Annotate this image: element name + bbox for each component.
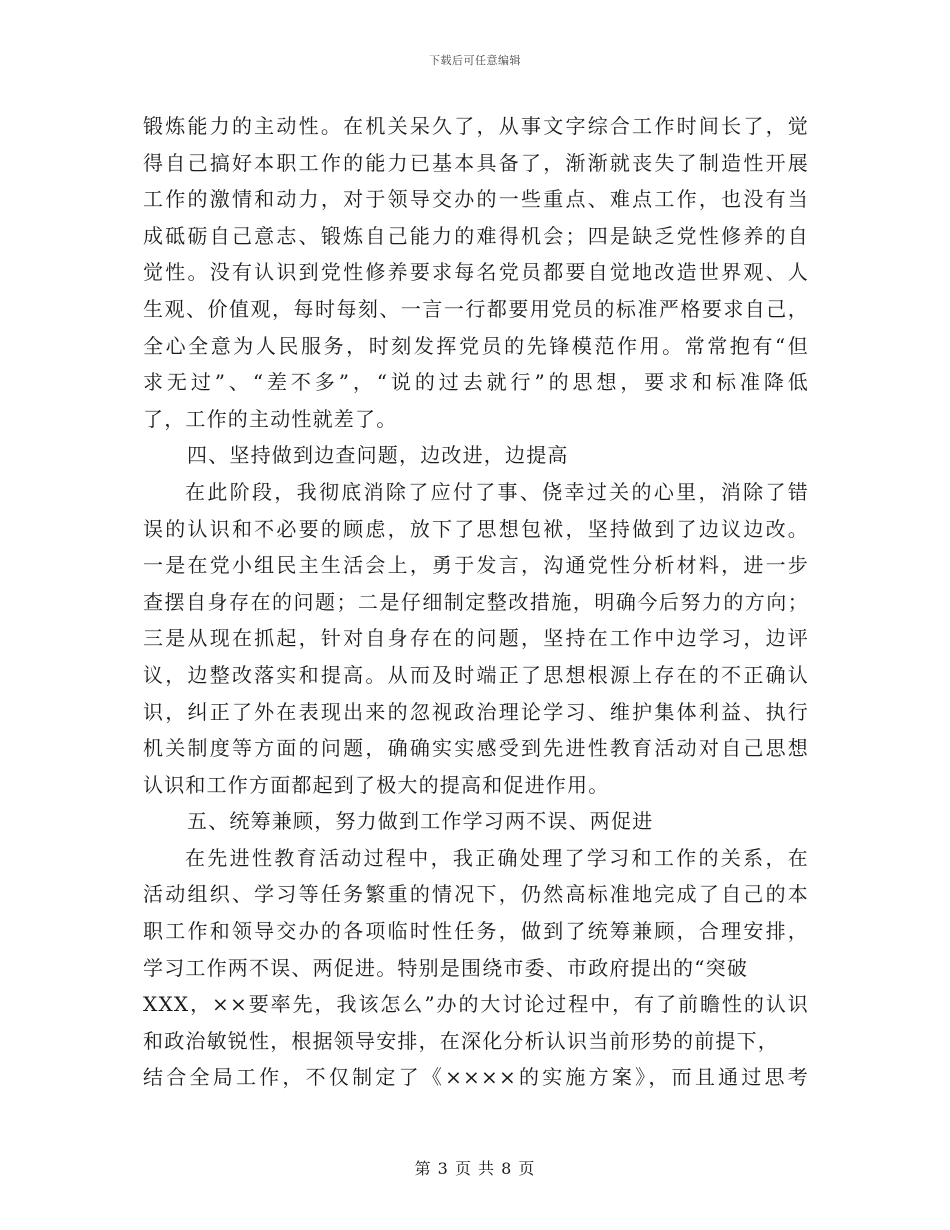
text-line: 觉性。没有认识到党性修养要求每名党员都要自觉地改造世界观、人	[143, 260, 809, 285]
text-line: 全心全意为人民服务，时刻发挥党员的先锋模范作用。常常抱有“但	[143, 333, 809, 358]
page-number: 第 3 页 共 8 页	[414, 1159, 536, 1178]
text-line: 锻炼能力的主动性。在机关呆久了，从事文字综合工作时间长了，觉	[143, 114, 809, 138]
section-heading-four: 四、坚持做到边查问题，边改进，边提高	[187, 443, 569, 468]
text-line: 议，边整改落实和提高。从而及时端正了思想根源上存在的不正确认	[143, 662, 809, 687]
text-line: 在此阶段，我彻底消除了应付了事、侥幸过关的心里，消除了错	[185, 479, 809, 504]
text-line: 查摆自身存在的问题；二是仔细制定整改措施，明确今后努力的方向；	[143, 589, 809, 614]
text-line: 成砥砺自己意志、锻炼自己能力的难得机会；四是缺乏党性修养的自	[143, 223, 809, 248]
document-body	[143, 108, 809, 1096]
text-line: 三是从现在抓起，针对自身存在的问题，坚持在工作中边学习，边评	[143, 626, 809, 651]
section-heading-five: 五、统筹兼顾，努力做到工作学习两不误、两促进	[187, 809, 654, 834]
text-line: 认识和工作方面都起到了极大的提高和促进作用。	[143, 772, 610, 797]
text-line: 职工作和领导交办的各项临时性任务，做到了统筹兼顾，合理安排，	[143, 919, 809, 944]
text-line: 误的认识和不必要的顾虑，放下了思想包袱，坚持做到了边议边改。	[143, 516, 809, 541]
text-line: 得自己搞好本职工作的能力已基本具备了，渐渐就丧失了制造性开展	[143, 150, 809, 175]
text-line: 工作的激情和动力，对于领导交办的一些重点、难点工作，也没有当	[143, 187, 809, 212]
text-line: 在先进性教育活动过程中，我正确处理了学习和工作的关系，在	[185, 845, 809, 870]
text-line: 求无过”、“差不多”，“说的过去就行”的思想，要求和标准降低	[143, 370, 809, 395]
page-header-note: 下载后可任意编辑	[429, 54, 521, 67]
text-line: 学习工作两不误、两促进。特别是围绕市委、市政府提出的“突破	[143, 955, 749, 980]
text-line: 结合全局工作，不仅制定了《××××的实施方案》，而且通过思考	[143, 1065, 809, 1090]
text-line: 机关制度等方面的问题，确确实实感受到先进性教育活动对自己思想	[143, 736, 809, 761]
text-line: 和政治敏锐性，根据领导安排，在深化分析认识当前形势的前提下，	[143, 1028, 779, 1053]
text-line: 识，纠正了外在表现出来的忽视政治理论学习、维护集体利益、执行	[143, 699, 809, 724]
text-line: 生观、价值观，每时每刻、一言一行都要用党员的标准严格要求自己，	[143, 296, 809, 321]
text-line: XXX，××要率先，我该怎么”办的大讨论过程中，有了前瞻性的认识	[143, 992, 809, 1017]
text-line: 一是在党小组民主生活会上，勇于发言，沟通党性分析材料，进一步	[143, 553, 809, 578]
text-line: 了，工作的主动性就差了。	[143, 406, 398, 431]
text-line: 活动组织、学习等任务繁重的情况下，仍然高标准地完成了自己的本	[143, 882, 809, 907]
